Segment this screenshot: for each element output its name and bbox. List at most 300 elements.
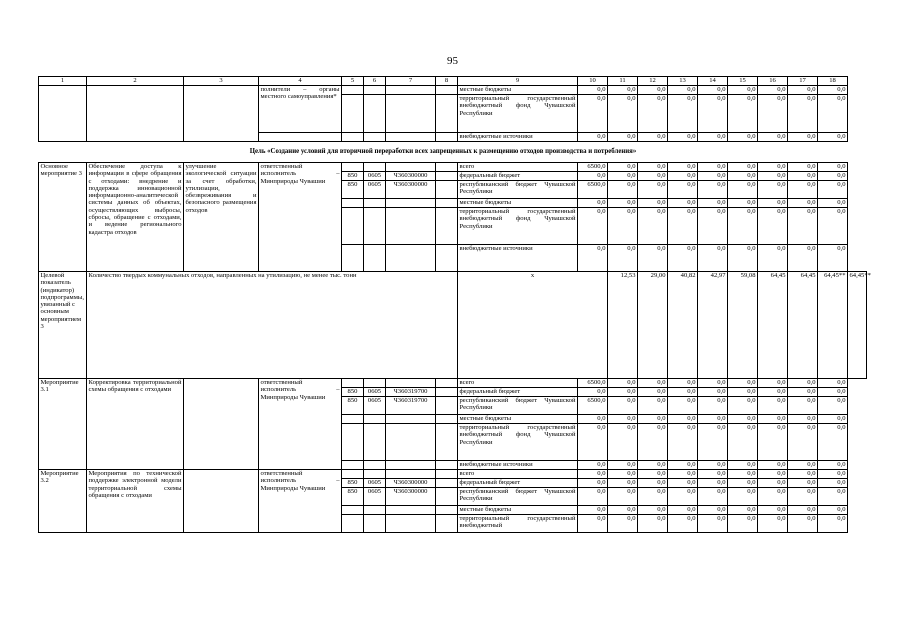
amount-value: 0,0 <box>818 86 848 95</box>
amount-value: 0,0 <box>638 470 668 479</box>
target-article-code <box>386 415 436 424</box>
amount-value: 0,0 <box>728 515 758 533</box>
table-row <box>39 163 867 172</box>
amount-value: 0,0 <box>578 86 608 95</box>
amount-value: 0,0 <box>788 479 818 488</box>
amount-value: 0,0 <box>578 479 608 488</box>
expense-type-code <box>436 415 458 424</box>
expense-type-code <box>436 245 458 272</box>
funding-source: территориальный государственный внебюджетный фонд Чувашской Республики <box>458 95 578 133</box>
amount-value: 6500,0 <box>578 379 608 388</box>
target-article-code <box>386 461 436 470</box>
amount-value: 0,0 <box>638 199 668 208</box>
amount-value: 0,0 <box>788 172 818 181</box>
funding-source: всего <box>458 163 578 172</box>
expense-type-code <box>436 86 458 95</box>
amount-value: 0,0 <box>698 388 728 397</box>
amount-value: 0,0 <box>728 133 758 142</box>
amount-value: 0,0 <box>578 515 608 533</box>
amount-value: 0,0 <box>788 388 818 397</box>
section-code: 0605 <box>364 397 386 415</box>
amount-value: 6500,0 <box>578 181 608 199</box>
target-article-code: Ч360300000 <box>386 488 436 506</box>
amount-value: 0,0 <box>728 199 758 208</box>
target-article-code: Ч360300000 <box>386 181 436 199</box>
funding-source: республиканский бюджет Чувашской Республики <box>458 181 578 199</box>
header-row <box>39 77 867 86</box>
section-code <box>364 133 386 142</box>
amount-value: 0,0 <box>758 415 788 424</box>
event-kind-cell: Мероприятие 3.2 <box>39 470 87 533</box>
column-number-header: 3 <box>184 77 259 86</box>
amount-value: 0,0 <box>728 172 758 181</box>
amount-value: 0,0 <box>638 424 668 461</box>
funding-source: всего <box>458 470 578 479</box>
amount-value: 0,0 <box>698 172 728 181</box>
column-number-header: 10 <box>578 77 608 86</box>
amount-value: 0,0 <box>638 379 668 388</box>
funding-source: федеральный бюджет <box>458 172 578 181</box>
amount-value: 0,0 <box>788 208 818 245</box>
amount-value: 0,0 <box>608 388 638 397</box>
funding-source: внебюджетные источники <box>458 133 578 142</box>
target-article-code <box>386 208 436 245</box>
column-number-header: 15 <box>728 77 758 86</box>
grbs-code <box>342 515 364 533</box>
amount-value: 0,0 <box>788 515 818 533</box>
amount-value: 0,0 <box>788 86 818 95</box>
amount-value: 0,0 <box>758 424 788 461</box>
amount-value: 0,0 <box>758 163 788 172</box>
amount-value: 0,0 <box>728 470 758 479</box>
indicator-value: 64,45** <box>848 272 867 379</box>
column-number-header: 9 <box>458 77 578 86</box>
expense-type-code <box>436 506 458 515</box>
amount-value: 0,0 <box>788 488 818 506</box>
amount-value: 0,0 <box>818 470 848 479</box>
amount-value: 0,0 <box>578 388 608 397</box>
indicator-value: 42,97 <box>698 272 728 379</box>
amount-value: 0,0 <box>818 163 848 172</box>
target-article-code: Ч360300000 <box>386 479 436 488</box>
event-kind-cell <box>39 86 87 142</box>
amount-value: 0,0 <box>578 424 608 461</box>
event-name-cell <box>87 86 184 142</box>
section-code: 0605 <box>364 172 386 181</box>
funding-source: республиканский бюджет Чувашской Республики <box>458 397 578 415</box>
event-kind-cell: Основное мероприятие 3 <box>39 163 87 272</box>
event-task-cell <box>184 470 259 533</box>
amount-value: 0,0 <box>758 208 788 245</box>
amount-value: 0,0 <box>578 95 608 133</box>
amount-value: 0,0 <box>818 172 848 181</box>
amount-value: 0,0 <box>788 424 818 461</box>
target-article-code: Ч360319700 <box>386 388 436 397</box>
expense-type-code <box>436 470 458 479</box>
amount-value: 0,0 <box>758 479 788 488</box>
grbs-code <box>342 199 364 208</box>
indicator-value: 64,45** <box>818 272 848 379</box>
amount-value: 0,0 <box>698 515 728 533</box>
amount-value: 0,0 <box>638 181 668 199</box>
funding-source: территориальный государственный внебюджетный фонд Чувашской Республики <box>458 424 578 461</box>
amount-value: 0,0 <box>788 415 818 424</box>
amount-value: 0,0 <box>578 488 608 506</box>
amount-value: 0,0 <box>818 415 848 424</box>
amount-value: 0,0 <box>818 479 848 488</box>
amount-value: 0,0 <box>698 245 728 272</box>
amount-value: 0,0 <box>638 172 668 181</box>
column-number-header: 4 <box>259 77 342 86</box>
amount-value: 0,0 <box>818 199 848 208</box>
column-number-header: 8 <box>436 77 458 86</box>
amount-value: 0,0 <box>668 515 698 533</box>
amount-value: 0,0 <box>698 86 728 95</box>
amount-value: 0,0 <box>608 461 638 470</box>
section-code <box>364 461 386 470</box>
target-article-code <box>386 86 436 95</box>
budget-table <box>38 76 871 533</box>
expense-type-code <box>436 181 458 199</box>
grbs-code: 850 <box>342 488 364 506</box>
amount-value: 6500,0 <box>578 397 608 415</box>
section-code <box>364 208 386 245</box>
section-code <box>364 415 386 424</box>
event-name-cell: Корректировка территориальной схемы обращения с отходами <box>87 379 184 470</box>
amount-value: 0,0 <box>728 397 758 415</box>
event-task-cell <box>184 86 259 142</box>
funding-source: территориальный государственный внебюджетный <box>458 515 578 533</box>
funding-source: внебюджетные источники <box>458 245 578 272</box>
funding-source: местные бюджеты <box>458 415 578 424</box>
amount-value: 0,0 <box>608 95 638 133</box>
amount-value: 0,0 <box>608 470 638 479</box>
amount-value: 0,0 <box>728 388 758 397</box>
amount-value: 0,0 <box>728 479 758 488</box>
amount-value: 0,0 <box>608 181 638 199</box>
amount-value: 0,0 <box>668 506 698 515</box>
funding-source: местные бюджеты <box>458 199 578 208</box>
amount-value: 0,0 <box>758 245 788 272</box>
amount-value: 0,0 <box>638 461 668 470</box>
target-article-code <box>386 199 436 208</box>
amount-value: 0,0 <box>758 388 788 397</box>
amount-value: 0,0 <box>788 163 818 172</box>
section-code <box>364 86 386 95</box>
amount-value: 0,0 <box>698 506 728 515</box>
amount-value: 0,0 <box>728 181 758 199</box>
section-code <box>364 424 386 461</box>
amount-value: 0,0 <box>698 479 728 488</box>
column-number-header: 17 <box>788 77 818 86</box>
expense-type-code <box>436 172 458 181</box>
amount-value: 0,0 <box>638 208 668 245</box>
indicator-value: 64,45 <box>788 272 818 379</box>
event-name-cell: Обеспечение доступа к информации в сфере обращения с отходами: внедрение и поддержка инновационной информационно-аналитической системы данных об объектах, осуществляющих выбросы, сбросы, обращение с отходами, и ведение регионального кадастра отходов <box>87 163 184 272</box>
column-number-header: 2 <box>87 77 184 86</box>
amount-value: 0,0 <box>668 470 698 479</box>
amount-value: 0,0 <box>728 488 758 506</box>
amount-value: 0,0 <box>638 86 668 95</box>
expense-type-code <box>436 515 458 533</box>
expense-type-code <box>436 424 458 461</box>
funding-source: федеральный бюджет <box>458 479 578 488</box>
expense-type-code <box>436 379 458 388</box>
amount-value: 0,0 <box>758 199 788 208</box>
section-code <box>364 470 386 479</box>
amount-value: 0,0 <box>668 133 698 142</box>
column-number-header: 11 <box>608 77 638 86</box>
grbs-code <box>342 95 364 133</box>
grbs-code: 850 <box>342 397 364 415</box>
amount-value: 0,0 <box>788 199 818 208</box>
executor-cell: полнители – органы местного самоуправления* <box>259 86 342 133</box>
amount-value: 0,0 <box>608 506 638 515</box>
target-article-code <box>386 245 436 272</box>
amount-value: 0,0 <box>668 95 698 133</box>
grbs-code <box>342 415 364 424</box>
amount-value: 0,0 <box>668 245 698 272</box>
amount-value: 0,0 <box>788 461 818 470</box>
grbs-code <box>342 86 364 95</box>
amount-value: 0,0 <box>668 415 698 424</box>
amount-value: 0,0 <box>698 133 728 142</box>
grbs-code <box>342 424 364 461</box>
amount-value: 0,0 <box>608 515 638 533</box>
amount-value: 0,0 <box>758 172 788 181</box>
amount-value: 0,0 <box>638 515 668 533</box>
amount-value: 0,0 <box>818 379 848 388</box>
funding-source: территориальный государственный внебюджетный фонд Чувашской Республики <box>458 208 578 245</box>
section-code <box>364 379 386 388</box>
indicator-value: 29,00 <box>638 272 668 379</box>
executor-cell <box>259 133 342 142</box>
amount-value: 0,0 <box>668 86 698 95</box>
page-number: 95 <box>447 55 458 67</box>
indicator-value: 59,08 <box>728 272 758 379</box>
column-number-header: 6 <box>364 77 386 86</box>
grbs-code <box>342 470 364 479</box>
amount-value: 0,0 <box>728 245 758 272</box>
section-code <box>364 245 386 272</box>
amount-value: 0,0 <box>758 461 788 470</box>
section-code: 0605 <box>364 479 386 488</box>
amount-value: 0,0 <box>728 86 758 95</box>
amount-value: 0,0 <box>608 424 638 461</box>
section-code: 0605 <box>364 488 386 506</box>
amount-value: 0,0 <box>608 245 638 272</box>
amount-value: 0,0 <box>668 424 698 461</box>
amount-value: 0,0 <box>728 415 758 424</box>
section-code <box>364 199 386 208</box>
column-number-header: 1 <box>39 77 87 86</box>
amount-value: 0,0 <box>758 181 788 199</box>
target-article-code <box>386 424 436 461</box>
amount-value: 0,0 <box>698 424 728 461</box>
expense-type-code <box>436 208 458 245</box>
target-article-code <box>386 95 436 133</box>
amount-value: 0,0 <box>578 208 608 245</box>
table-row <box>39 470 867 479</box>
expense-type-code <box>436 163 458 172</box>
amount-value: 0,0 <box>698 461 728 470</box>
amount-value: 0,0 <box>818 133 848 142</box>
funding-source: всего <box>458 379 578 388</box>
amount-value: 0,0 <box>668 172 698 181</box>
amount-value: 0,0 <box>818 181 848 199</box>
amount-value: 0,0 <box>758 515 788 533</box>
amount-value: 0,0 <box>608 163 638 172</box>
amount-value: 0,0 <box>578 415 608 424</box>
amount-value: 0,0 <box>728 461 758 470</box>
amount-value: 0,0 <box>758 379 788 388</box>
amount-value: 0,0 <box>698 488 728 506</box>
indicator-row <box>39 272 867 379</box>
amount-value: 0,0 <box>698 397 728 415</box>
amount-value: 0,0 <box>698 95 728 133</box>
grbs-code <box>342 461 364 470</box>
executor-cell: ответственный исполнитель – Минприроды Чувашии <box>259 163 342 272</box>
amount-value: 0,0 <box>728 424 758 461</box>
target-article-code <box>386 506 436 515</box>
expense-type-code <box>436 461 458 470</box>
amount-value: 0,0 <box>638 506 668 515</box>
executor-cell: ответственный исполнитель – Минприроды Чувашии <box>259 379 342 470</box>
amount-value: 0,0 <box>668 461 698 470</box>
amount-value: 0,0 <box>818 397 848 415</box>
table-row <box>39 379 867 388</box>
amount-value: 0,0 <box>788 245 818 272</box>
amount-value: 0,0 <box>668 199 698 208</box>
amount-value: 0,0 <box>818 245 848 272</box>
amount-value: 0,0 <box>578 133 608 142</box>
grbs-code <box>342 379 364 388</box>
amount-value: 0,0 <box>578 172 608 181</box>
amount-value: 0,0 <box>758 506 788 515</box>
section-code <box>364 515 386 533</box>
funding-source: местные бюджеты <box>458 506 578 515</box>
event-task-cell <box>184 379 259 470</box>
column-number-header: 18 <box>818 77 848 86</box>
amount-value: 0,0 <box>578 470 608 479</box>
amount-value: 0,0 <box>818 388 848 397</box>
amount-value: 0,0 <box>578 506 608 515</box>
grbs-code <box>342 208 364 245</box>
amount-value: 0,0 <box>698 415 728 424</box>
amount-value: 0,0 <box>758 95 788 133</box>
amount-value: 0,0 <box>608 415 638 424</box>
amount-value: 0,0 <box>818 424 848 461</box>
amount-value: 0,0 <box>608 479 638 488</box>
funding-source: местные бюджеты <box>458 86 578 95</box>
amount-value: 0,0 <box>698 208 728 245</box>
amount-value: 0,0 <box>608 133 638 142</box>
amount-value: 0,0 <box>578 461 608 470</box>
amount-value: 0,0 <box>638 245 668 272</box>
amount-value: 0,0 <box>668 181 698 199</box>
amount-value: 0,0 <box>608 488 638 506</box>
target-article-code: Ч360319700 <box>386 397 436 415</box>
amount-value: 0,0 <box>788 470 818 479</box>
amount-value: 0,0 <box>668 208 698 245</box>
target-article-code: Ч360300000 <box>386 172 436 181</box>
target-article-code <box>386 163 436 172</box>
grbs-code <box>342 133 364 142</box>
amount-value: 0,0 <box>698 379 728 388</box>
amount-value: 0,0 <box>788 181 818 199</box>
grbs-code <box>342 163 364 172</box>
grbs-code: 850 <box>342 181 364 199</box>
amount-value: 0,0 <box>668 379 698 388</box>
section-code <box>364 163 386 172</box>
amount-value: 0,0 <box>608 199 638 208</box>
amount-value: 0,0 <box>758 133 788 142</box>
section-code <box>364 95 386 133</box>
column-number-header: 12 <box>638 77 668 86</box>
indicator-text: Количество твердых коммунальных отходов, направленных на утилизацию, не менее тыс. тонн <box>87 272 458 379</box>
amount-value: 0,0 <box>698 199 728 208</box>
amount-value: 0,0 <box>698 470 728 479</box>
amount-value: 0,0 <box>668 397 698 415</box>
amount-value: 0,0 <box>788 506 818 515</box>
table-row <box>39 86 867 95</box>
amount-value: 0,0 <box>758 488 788 506</box>
target-article-code <box>386 470 436 479</box>
amount-value: 0,0 <box>728 163 758 172</box>
amount-value: 0,0 <box>608 208 638 245</box>
amount-value: 0,0 <box>728 95 758 133</box>
section-code <box>364 506 386 515</box>
amount-value: 0,0 <box>758 470 788 479</box>
section-code: 0605 <box>364 388 386 397</box>
amount-value: 0,0 <box>728 506 758 515</box>
budget-table-container <box>38 76 871 533</box>
executor-cell: ответственный исполнитель – Минприроды Чувашии <box>259 470 342 533</box>
column-number-header: 7 <box>386 77 436 86</box>
indicator-value: 12,53 <box>608 272 638 379</box>
amount-value: 0,0 <box>818 506 848 515</box>
expense-type-code <box>436 199 458 208</box>
amount-value: 0,0 <box>818 461 848 470</box>
amount-value: 0,0 <box>638 388 668 397</box>
target-article-code <box>386 515 436 533</box>
amount-value: 0,0 <box>668 479 698 488</box>
funding-source: федеральный бюджет <box>458 388 578 397</box>
amount-value: 0,0 <box>698 181 728 199</box>
expense-type-code <box>436 95 458 133</box>
amount-value: 0,0 <box>728 208 758 245</box>
expense-type-code <box>436 133 458 142</box>
column-number-header: 14 <box>698 77 728 86</box>
amount-value: 0,0 <box>668 388 698 397</box>
amount-value: 0,0 <box>788 379 818 388</box>
event-task-cell: улучшение экологической ситуации за счет обработки, утилизации, обезвреживания и безопасного размещения отходов <box>184 163 259 272</box>
expense-type-code <box>436 479 458 488</box>
amount-value: 0,0 <box>638 133 668 142</box>
column-number-header: 16 <box>758 77 788 86</box>
indicator-value: 64,45 <box>758 272 788 379</box>
amount-value: 0,0 <box>788 397 818 415</box>
section-code: 0605 <box>364 181 386 199</box>
expense-type-code <box>436 488 458 506</box>
amount-value: 0,0 <box>668 163 698 172</box>
expense-type-code <box>436 388 458 397</box>
amount-value: 0,0 <box>698 163 728 172</box>
amount-value: 0,0 <box>758 86 788 95</box>
amount-value: 0,0 <box>638 479 668 488</box>
amount-value: 0,0 <box>578 199 608 208</box>
amount-value: 0,0 <box>608 172 638 181</box>
